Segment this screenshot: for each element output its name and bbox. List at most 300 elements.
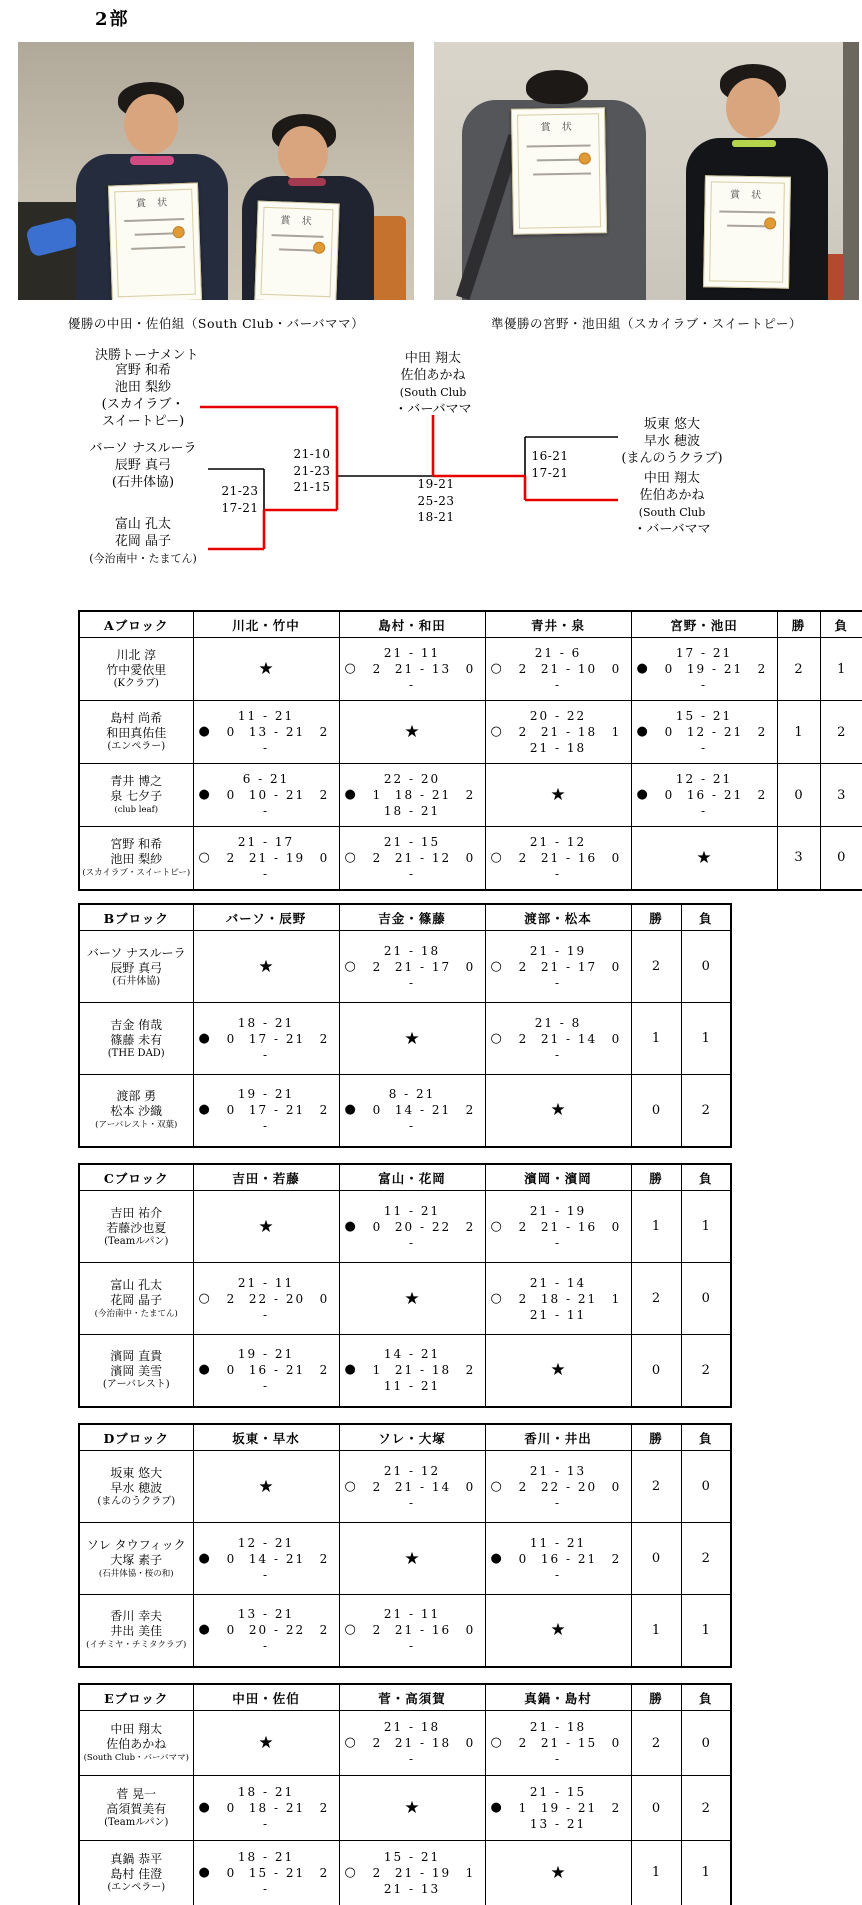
games-lost: 2 <box>319 1551 328 1566</box>
match-cell-content <box>340 1463 485 1511</box>
games-lost: 0 <box>611 1219 620 1234</box>
player-name: バーソ ナスルーラ <box>86 945 186 960</box>
bracket-team-line: 宮野 和希 <box>114 363 172 378</box>
match-result-line <box>486 661 631 677</box>
self-star: ★ <box>550 1620 566 1641</box>
self-cell <box>485 1075 631 1147</box>
win-circle-icon: ○ <box>344 849 356 865</box>
bracket-team-line: 花岡 晶子 <box>114 534 172 549</box>
match-cell-content <box>632 771 777 819</box>
match-cell <box>485 701 631 764</box>
match-result-line <box>340 1622 485 1638</box>
block-name-header: Bブロック <box>79 904 193 931</box>
games-lost: 2 <box>319 1363 328 1378</box>
games-won: 2 <box>518 1479 527 1494</box>
player-name: 泉 七夕子 <box>110 789 163 803</box>
team-cell <box>79 1523 193 1595</box>
game1-score: 21 - 8 <box>534 1015 582 1030</box>
bracket-team-line: ・バーバママ <box>394 402 472 417</box>
player-name: 井出 美佳 <box>110 1624 163 1639</box>
game2-score: 17 - 21 <box>248 1031 306 1046</box>
block-header-row <box>79 1164 731 1191</box>
bracket-score-line: 21-15 <box>293 480 331 494</box>
match-result-line <box>632 724 777 740</box>
games-won: 0 <box>226 725 235 739</box>
games-won: 2 <box>372 850 381 865</box>
match-cell-content <box>194 1346 339 1394</box>
page-title: 2部 <box>95 9 130 30</box>
match-result-line <box>486 850 631 866</box>
match-cell <box>339 1451 485 1523</box>
team-cell-content <box>80 774 193 816</box>
game2-score: 21 - 18 <box>540 725 598 739</box>
match-cell <box>485 1523 631 1595</box>
match-cell-content <box>486 708 631 756</box>
bracket-team-line: 佐伯あかね <box>400 368 466 383</box>
game3-score: 21 - 11 <box>529 1307 587 1322</box>
game1-score: 13 - 21 <box>237 1607 295 1622</box>
player-name: 竹中愛依里 <box>106 663 167 677</box>
losses-cell: 1 <box>681 1003 731 1075</box>
wins-cell: 2 <box>631 1263 681 1335</box>
person-head <box>278 126 328 182</box>
game2-score: 16 - 21 <box>686 788 744 802</box>
self-cell <box>193 1191 339 1263</box>
table-row <box>79 827 862 890</box>
match-result-line <box>194 724 339 740</box>
opponent-header: 菅・高須賀 <box>339 1684 485 1711</box>
game2-score: 21 - 14 <box>394 1479 452 1494</box>
match-result-line <box>194 1031 339 1047</box>
green-collar <box>732 140 776 147</box>
match-cell <box>485 1711 631 1776</box>
player-name: 富山 孔太 <box>110 1277 163 1292</box>
block-table-Dブロック <box>78 1423 732 1668</box>
win-circle-icon: ○ <box>198 1290 210 1306</box>
games-lost: 0 <box>319 850 328 865</box>
team-cell <box>79 701 193 764</box>
game3-score: - <box>262 1307 270 1322</box>
win-circle-icon: ○ <box>344 1478 356 1494</box>
games-lost: 0 <box>465 959 474 974</box>
bracket-team-left_mid <box>89 440 196 491</box>
win-circle-icon: ○ <box>344 661 356 676</box>
match-cell-content <box>340 1606 485 1654</box>
bracket-team-line: (South Club <box>638 506 706 519</box>
games-won: 2 <box>372 1479 381 1494</box>
certificate <box>254 201 339 300</box>
loss-circle-icon: ● <box>198 1800 210 1815</box>
team-cell <box>79 827 193 890</box>
game1-score: 18 - 21 <box>237 1849 295 1864</box>
bracket-score-quarterfinal <box>221 483 258 516</box>
win-circle-icon: ○ <box>490 958 502 974</box>
match-result-line <box>486 1735 631 1751</box>
match-cell <box>339 1841 485 1905</box>
game3-score: - <box>262 1379 270 1394</box>
wins-cell: 2 <box>631 1451 681 1523</box>
table-row <box>79 1003 731 1075</box>
loss-circle-icon: ● <box>198 1622 210 1638</box>
game2-score: 21 - 17 <box>394 959 452 974</box>
wins-cell: 1 <box>777 701 820 764</box>
player-name: 川北 淳 <box>116 648 157 662</box>
player-name: 吉金 侑哉 <box>110 1017 163 1032</box>
team-cell <box>79 1776 193 1841</box>
losses-cell: 0 <box>681 1451 731 1523</box>
loss-circle-icon: ● <box>636 787 648 802</box>
match-result-line <box>340 850 485 866</box>
table-row <box>79 1263 731 1335</box>
games-lost: 0 <box>465 662 474 676</box>
games-lost: 0 <box>611 1736 620 1750</box>
bracket-team-line: (今治南中・たまてん) <box>89 552 197 565</box>
player-name: 青井 博之 <box>110 774 163 788</box>
table-row <box>79 1335 731 1407</box>
self-star: ★ <box>550 785 566 805</box>
match-result-line <box>340 1362 485 1378</box>
self-star: ★ <box>404 722 420 742</box>
match-cell-content <box>194 1784 339 1832</box>
win-circle-icon: ○ <box>344 1735 356 1750</box>
losses-header: 負 <box>681 1164 731 1191</box>
game2-score: 21 - 14 <box>540 1031 598 1046</box>
match-cell <box>193 1003 339 1075</box>
team-cell-content <box>80 1089 193 1131</box>
self-cell <box>193 1711 339 1776</box>
self-cell <box>339 1776 485 1841</box>
losses-cell: 0 <box>820 827 862 890</box>
win-circle-icon: ○ <box>198 849 210 865</box>
match-cell <box>339 638 485 701</box>
team-cell <box>79 1711 193 1776</box>
losses-cell: 2 <box>681 1075 731 1147</box>
bracket-team-right_bottom <box>633 470 710 538</box>
losses-cell: 2 <box>681 1776 731 1841</box>
bracket-team-line: (South Club <box>399 386 467 399</box>
match-cell-content <box>632 645 777 693</box>
winners-caption: 優勝の中田・佐伯組（South Club・バーバママ） <box>67 316 365 331</box>
bracket-team-right_top <box>621 416 722 467</box>
self-cell <box>485 1595 631 1667</box>
match-cell-content <box>340 1203 485 1251</box>
self-star: ★ <box>404 1028 420 1049</box>
games-won: 2 <box>372 1865 381 1880</box>
opponent-header: 富山・花岡 <box>339 1164 485 1191</box>
player-name: 渡部 勇 <box>116 1089 157 1104</box>
games-lost: 2 <box>319 1623 328 1638</box>
match-result-line <box>340 1102 485 1118</box>
game1-score: 21 - 11 <box>383 1607 441 1622</box>
match-cell <box>193 1776 339 1841</box>
team-club: (Teamルパン) <box>104 1235 169 1247</box>
match-cell-content <box>486 645 631 693</box>
game2-score: 20 - 22 <box>248 1623 306 1638</box>
self-star: ★ <box>404 1798 420 1818</box>
self-star: ★ <box>550 1862 566 1883</box>
opponent-header: 川北・竹中 <box>193 611 339 638</box>
team-cell <box>79 1075 193 1147</box>
bracket-team-line: 辰野 真弓 <box>114 458 172 473</box>
match-cell-content <box>194 1275 339 1323</box>
games-won: 0 <box>226 1103 235 1118</box>
losses-cell: 2 <box>820 701 862 764</box>
block-name-header: Dブロック <box>79 1424 193 1451</box>
game3-score: 21 - 13 <box>383 1881 441 1896</box>
match-cell <box>339 1595 485 1667</box>
game1-score: 21 - 13 <box>529 1463 587 1478</box>
game2-score: 21 - 12 <box>394 850 452 865</box>
wins-cell: 2 <box>631 931 681 1003</box>
games-lost: 2 <box>319 725 328 739</box>
game2-score: 21 - 16 <box>540 850 598 865</box>
wins-cell: 1 <box>631 1191 681 1263</box>
game3-score: - <box>554 975 562 990</box>
self-cell <box>485 764 631 827</box>
table-row <box>79 1711 731 1776</box>
certificate <box>703 175 791 288</box>
game1-score: 18 - 21 <box>237 1785 295 1799</box>
bracket-score-line: 21-23 <box>293 463 331 478</box>
game2-score: 16 - 21 <box>540 1551 598 1566</box>
team-cell-content <box>80 1278 193 1320</box>
door-frame-shape <box>843 42 859 300</box>
team-club: (まんのうクラブ) <box>97 1495 176 1507</box>
loss-circle-icon: ● <box>636 724 648 739</box>
loss-circle-icon: ● <box>344 1362 356 1378</box>
game3-score: - <box>408 1752 416 1766</box>
red-collar <box>288 178 326 186</box>
games-lost: 2 <box>611 1551 620 1566</box>
match-cell <box>339 764 485 827</box>
game1-score: 21 - 11 <box>383 646 441 660</box>
block-header-row <box>79 611 862 638</box>
winners-photo <box>18 42 414 300</box>
loss-circle-icon: ● <box>198 1362 210 1378</box>
wins-cell: 0 <box>631 1335 681 1407</box>
match-result-line <box>486 1479 631 1495</box>
win-circle-icon: ○ <box>490 724 502 739</box>
game1-score: 21 - 15 <box>383 834 441 849</box>
match-cell <box>339 931 485 1003</box>
match-cell <box>485 1451 631 1523</box>
game2-score: 21 - 10 <box>540 662 598 676</box>
game3-score: 11 - 21 <box>383 1379 441 1394</box>
match-cell <box>193 827 339 890</box>
games-won: 0 <box>226 1623 235 1638</box>
opponent-header: 青井・泉 <box>485 611 631 638</box>
match-result-line <box>632 787 777 803</box>
game1-score: 12 - 21 <box>237 1535 295 1550</box>
match-cell-content <box>194 708 339 756</box>
games-lost: 1 <box>465 1865 474 1880</box>
self-star: ★ <box>550 1360 566 1381</box>
team-cell <box>79 1335 193 1407</box>
runners-up-photo <box>434 42 859 300</box>
game1-score: 18 - 21 <box>237 1015 295 1030</box>
team-cell-content <box>80 711 193 753</box>
wins-cell: 0 <box>777 764 820 827</box>
win-circle-icon: ○ <box>490 1218 502 1234</box>
bracket-team-line: 佐伯あかね <box>639 488 705 503</box>
match-cell-content <box>340 645 485 693</box>
bracket-team-line: 坂東 悠大 <box>643 417 701 432</box>
bracket-score-line: 21-10 <box>293 447 331 461</box>
game1-score: 21 - 17 <box>237 834 295 849</box>
match-cell-content <box>340 943 485 991</box>
bracket-team-line: (石井体協) <box>111 475 175 490</box>
certificate-title: 賞 状 <box>540 121 576 134</box>
team-cell <box>79 1191 193 1263</box>
bracket-team-line: ・バーバママ <box>633 522 711 537</box>
bracket-team-line: 池田 梨紗 <box>114 380 172 395</box>
loss-circle-icon: ● <box>198 724 210 739</box>
player-name: 菅 晃一 <box>116 1787 157 1801</box>
losses-cell: 0 <box>681 1711 731 1776</box>
bracket-title: 決勝トーナメント <box>95 348 199 363</box>
bracket-team-line: 早水 穂波 <box>643 434 701 449</box>
self-cell <box>193 638 339 701</box>
table-row <box>79 1595 731 1667</box>
wins-cell: 0 <box>631 1776 681 1841</box>
match-cell <box>339 1191 485 1263</box>
bracket-score-semifinal_left <box>293 446 330 496</box>
games-lost: 2 <box>465 1219 474 1234</box>
loss-circle-icon: ● <box>198 787 210 802</box>
game3-score: - <box>408 866 416 881</box>
game2-score: 17 - 21 <box>248 1103 306 1118</box>
wins-cell: 2 <box>777 638 820 701</box>
opponent-header: 吉田・若藤 <box>193 1164 339 1191</box>
losses-cell: 1 <box>820 638 862 701</box>
game3-score: - <box>700 741 708 755</box>
match-result-line <box>194 1800 339 1816</box>
game1-score: 22 - 20 <box>383 772 441 786</box>
wins-header: 勝 <box>631 1424 681 1451</box>
game2-score: 15 - 21 <box>248 1865 306 1880</box>
self-star: ★ <box>404 1548 420 1569</box>
match-cell <box>485 638 631 701</box>
game2-score: 21 - 16 <box>540 1219 598 1234</box>
games-lost: 0 <box>611 959 620 974</box>
match-cell <box>631 701 777 764</box>
games-won: 2 <box>518 959 527 974</box>
game3-score: - <box>554 1495 562 1510</box>
match-cell-content <box>194 771 339 819</box>
match-result-line <box>486 1551 631 1567</box>
losses-cell: 0 <box>681 931 731 1003</box>
player-name: 篠藤 未有 <box>110 1032 163 1047</box>
team-club: (エンペラー) <box>107 741 166 752</box>
match-result-line <box>340 661 485 677</box>
game1-score: 12 - 21 <box>675 772 733 786</box>
match-cell-content <box>486 1463 631 1511</box>
person-head <box>726 78 780 138</box>
match-cell <box>193 1335 339 1407</box>
games-won: 2 <box>372 662 381 676</box>
match-cell-content <box>340 1849 485 1897</box>
table-row <box>79 1451 731 1523</box>
opponent-header: 真鍋・島村 <box>485 1684 631 1711</box>
games-lost: 2 <box>611 1801 620 1815</box>
match-cell <box>339 827 485 890</box>
player-name: 松本 沙織 <box>110 1104 163 1119</box>
game2-score: 21 - 13 <box>394 662 452 676</box>
player-name: 辰野 真弓 <box>110 960 163 975</box>
table-row <box>79 1776 731 1841</box>
match-cell-content <box>194 1606 339 1654</box>
game3-score: - <box>554 1567 562 1582</box>
match-cell <box>193 764 339 827</box>
match-result-line <box>486 1219 631 1235</box>
game3-score: - <box>262 1119 270 1134</box>
losses-cell: 2 <box>681 1335 731 1407</box>
bracket-score-semifinal_right <box>531 448 568 481</box>
games-won: 0 <box>226 788 235 802</box>
certificate-title: 賞 状 <box>729 189 766 202</box>
opponent-header: 渡部・松本 <box>485 904 631 931</box>
games-won: 2 <box>518 1031 527 1046</box>
game3-score: - <box>408 1235 416 1250</box>
games-won: 2 <box>226 850 235 865</box>
wins-header: 勝 <box>631 904 681 931</box>
game2-score: 21 - 19 <box>394 1865 452 1880</box>
loss-circle-icon: ● <box>344 787 356 802</box>
match-cell-content <box>194 1015 339 1063</box>
games-won: 1 <box>372 788 381 802</box>
game2-score: 21 - 18 <box>394 1736 452 1750</box>
game3-score: - <box>262 1639 270 1654</box>
bracket-team-line: (まんのうクラブ) <box>621 451 723 466</box>
losses-cell: 0 <box>681 1263 731 1335</box>
games-lost: 2 <box>319 1801 328 1815</box>
self-star: ★ <box>550 1100 566 1121</box>
match-result-line <box>340 1479 485 1495</box>
game1-score: 14 - 21 <box>383 1347 441 1362</box>
match-cell-content <box>486 1275 631 1323</box>
opponent-header: バーソ・辰野 <box>193 904 339 931</box>
match-cell <box>485 931 631 1003</box>
team-cell-content <box>80 1787 193 1829</box>
losses-header: 負 <box>681 904 731 931</box>
self-star: ★ <box>258 659 274 679</box>
losses-cell: 3 <box>820 764 862 827</box>
game3-score: 21 - 18 <box>529 741 587 755</box>
player-name: 中田 翔太 <box>110 1722 163 1736</box>
team-cell-content <box>80 1538 193 1580</box>
game3-score: - <box>554 1047 562 1062</box>
player-name: ソレ タウフィック <box>86 1537 186 1552</box>
match-cell-content <box>194 1086 339 1134</box>
person-head <box>124 94 178 154</box>
game3-score: - <box>700 804 708 818</box>
game1-score: 21 - 12 <box>383 1463 441 1478</box>
wins-cell: 0 <box>631 1523 681 1595</box>
match-result-line <box>194 850 339 866</box>
self-star: ★ <box>258 1476 274 1497</box>
game1-score: 21 - 14 <box>529 1275 587 1290</box>
block-table-Eブロック <box>78 1683 732 1905</box>
wins-cell: 1 <box>631 1595 681 1667</box>
game3-score: - <box>262 1047 270 1062</box>
self-cell <box>339 701 485 764</box>
game3-score: 18 - 21 <box>383 804 441 818</box>
team-club: (スカイラブ・スイートピー) <box>82 867 191 878</box>
team-cell <box>79 1595 193 1667</box>
certificate <box>511 107 607 235</box>
match-cell-content <box>340 1346 485 1394</box>
games-lost: 0 <box>611 1479 620 1494</box>
